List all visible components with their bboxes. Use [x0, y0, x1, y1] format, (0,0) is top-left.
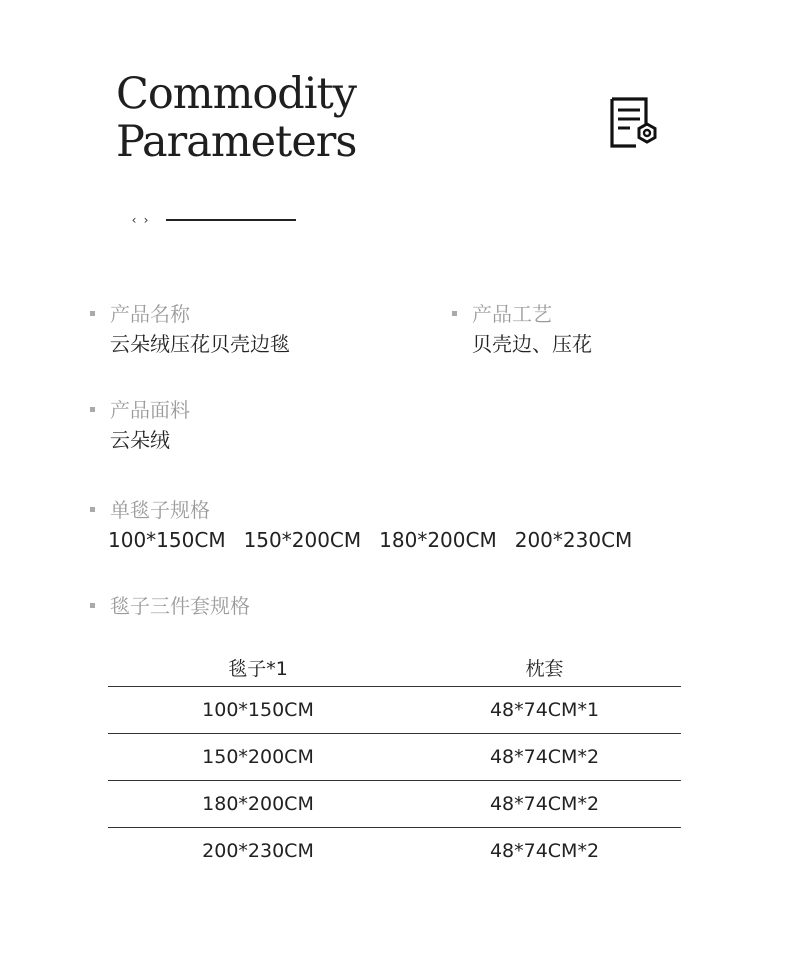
table-cell: 180*200CM — [202, 793, 314, 815]
bullet-icon — [90, 603, 95, 608]
table-cell: 48*74CM*2 — [489, 840, 600, 862]
page-title — [116, 70, 356, 166]
param-single-size — [110, 496, 632, 556]
bullet-icon — [90, 407, 95, 412]
size-list — [108, 524, 632, 556]
param-label: 产品名称 — [110, 302, 190, 326]
bullet-icon — [90, 507, 95, 512]
prev-arrow-icon[interactable]: ‹ — [131, 213, 137, 227]
param-value: 贝壳边、压花 — [472, 332, 592, 356]
table-header-row — [108, 648, 681, 686]
param-label: 产品工艺 — [472, 302, 552, 326]
param-label: 产品面料 — [110, 398, 190, 422]
table-cell: 150*200CM — [202, 746, 314, 768]
size-item: 150*200CM — [243, 528, 362, 552]
table-cell: 48*74CM*2 — [489, 793, 600, 815]
bullet-icon — [90, 311, 95, 316]
table-row — [108, 828, 681, 874]
table-cell: 100*150CM — [202, 699, 314, 721]
carousel-nav — [128, 210, 152, 230]
table-row — [108, 781, 681, 827]
param-value: 云朵绒压花贝壳边毯 — [110, 332, 290, 356]
document-settings-icon — [606, 96, 658, 150]
table-row — [108, 734, 681, 780]
param-set-size — [110, 592, 250, 620]
bullet-icon — [452, 311, 457, 316]
table-row — [108, 687, 681, 733]
table-header-cell: 枕套 — [525, 657, 564, 680]
nav-progress-line — [166, 219, 296, 221]
size-table — [108, 648, 681, 874]
param-craft — [472, 300, 592, 360]
table-cell: 48*74CM*2 — [489, 746, 600, 768]
param-fabric — [110, 396, 190, 456]
param-value: 云朵绒 — [110, 428, 170, 452]
size-item: 100*150CM — [108, 528, 226, 552]
table-cell: 200*230CM — [202, 840, 314, 862]
size-item: 180*200CM — [379, 528, 497, 552]
param-product-name — [110, 300, 290, 360]
size-item: 200*230CM — [514, 528, 633, 552]
table-header-cell: 毯子*1 — [228, 657, 288, 680]
param-label: 单毯子规格 — [110, 498, 210, 522]
table-cell: 48*74CM*1 — [489, 699, 600, 721]
title-line-1: Commodity — [116, 69, 357, 119]
title-line-2: Parameters — [116, 117, 357, 167]
param-label: 毯子三件套规格 — [110, 594, 250, 618]
next-arrow-icon[interactable]: › — [143, 213, 149, 227]
